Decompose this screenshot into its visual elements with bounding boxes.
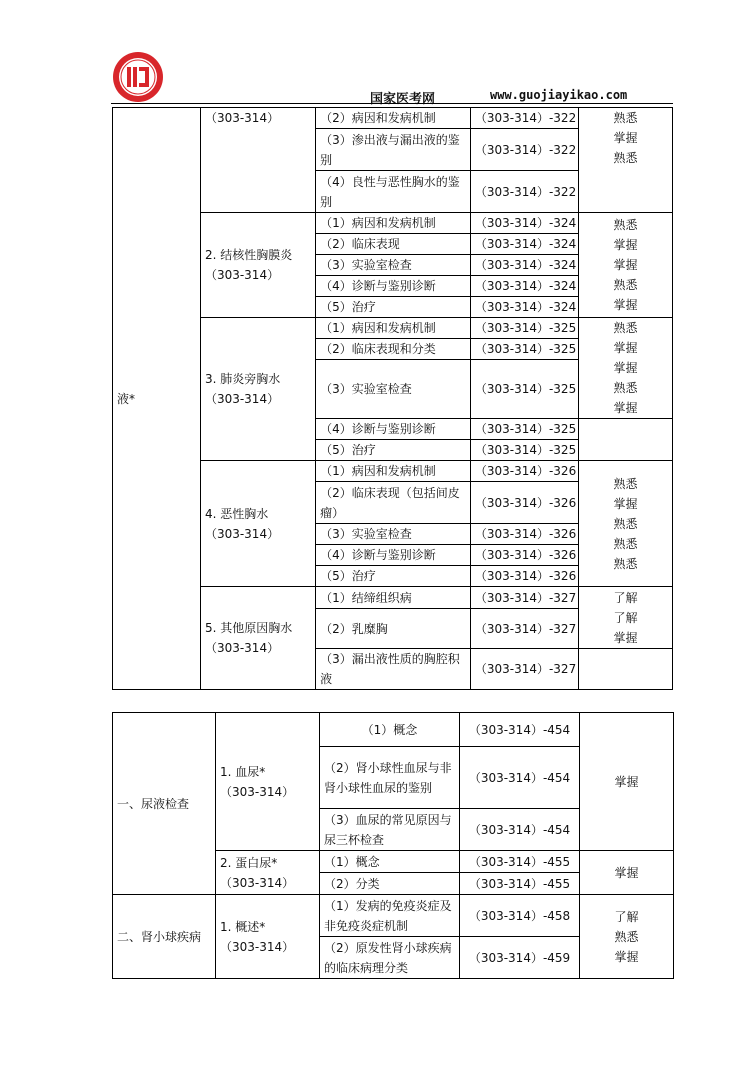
level-cell-empty (578, 649, 672, 690)
level-cell: 熟悉 掌握 熟悉 (578, 108, 672, 213)
level-cell: 了解 了解 掌握 (578, 587, 672, 649)
ref-cell: （303-314）-325 (470, 318, 578, 339)
item-cell: （4）良性与恶性胸水的鉴别 (316, 171, 471, 213)
level-cell: 熟悉 掌握 熟悉 熟悉 熟悉 (578, 461, 672, 587)
item-cell: （4）诊断与鉴别诊断 (316, 419, 471, 440)
ref-cell: （303-314）-455 (460, 851, 580, 873)
syllabus-table-1 (112, 107, 673, 690)
ref-cell: （303-314）-454 (460, 809, 580, 851)
syllabus-table-2 (112, 712, 674, 979)
item-cell: （2）原发性肾小球疾病的临床病理分类 (320, 937, 460, 979)
item-cell: （1）病因和发病机制 (316, 213, 471, 234)
topic-cell: 2. 结核性胸膜炎 （303-314） (200, 213, 315, 318)
item-cell: （4）诊断与鉴别诊断 (316, 276, 471, 297)
ref-cell: （303-314）-327 (470, 649, 578, 690)
ref-cell: （303-314）-322 (470, 129, 578, 171)
ref-cell: （303-314）-455 (460, 873, 580, 895)
topic-cell: 1. 血尿* （303-314） (216, 713, 320, 851)
site-url[interactable]: www.guojiayikao.com (490, 88, 628, 102)
ref-cell: （303-314）-325 (470, 419, 578, 440)
ref-cell: （303-314）-324 (470, 213, 578, 234)
item-cell: （2）乳糜胸 (316, 609, 471, 649)
item-cell: （5）治疗 (316, 297, 471, 318)
topic-cell: 2. 蛋白尿* （303-314） (216, 851, 320, 895)
item-cell: （3）漏出液性质的胸腔积液 (316, 649, 471, 690)
ref-cell: （303-314）-324 (470, 255, 578, 276)
item-cell: （3）实验室检查 (316, 524, 471, 545)
item-cell: （2）临床表现和分类 (316, 339, 471, 360)
ref-cell: （303-314）-322 (470, 171, 578, 213)
ref-cell: （303-314）-458 (460, 895, 580, 937)
item-cell: （5）治疗 (316, 566, 471, 587)
level-cell-empty (578, 419, 672, 461)
ref-cell: （303-314）-326 (470, 545, 578, 566)
item-cell: （2）临床表现 (316, 234, 471, 255)
ref-cell: （303-314）-322 (470, 108, 578, 129)
ref-cell: （303-314）-324 (470, 234, 578, 255)
level-cell: 掌握 (580, 713, 674, 851)
ref-cell: （303-314）-327 (470, 587, 578, 609)
topic-cell: 3. 肺炎旁胸水 （303-314） (200, 318, 315, 461)
item-cell: （4）诊断与鉴别诊断 (316, 545, 471, 566)
level-cell: 熟悉 掌握 掌握 熟悉 掌握 (578, 318, 672, 419)
level-cell: 掌握 (580, 851, 674, 895)
ref-cell: （303-314）-326 (470, 461, 578, 482)
ref-cell: （303-314）-454 (460, 747, 580, 809)
header-rule (111, 103, 673, 104)
ref-cell: （303-314）-327 (470, 609, 578, 649)
level-cell: 熟悉 掌握 掌握 熟悉 掌握 (578, 213, 672, 318)
item-cell: （1）病因和发病机制 (316, 318, 471, 339)
ref-cell: （303-314）-326 (470, 482, 578, 524)
item-cell: （3）血尿的常见原因与尿三杯检查 (320, 809, 460, 851)
item-cell: （2）临床表现（包括间皮瘤） (316, 482, 471, 524)
logo-emblem (111, 50, 165, 104)
ref-cell: （303-314）-324 (470, 276, 578, 297)
site-name: 国家医考网 (370, 92, 436, 107)
item-cell: （1）概念 (320, 851, 460, 873)
item-cell: （2）分类 (320, 873, 460, 895)
unit-cell: 液* (113, 108, 201, 690)
ref-cell: （303-314）-324 (470, 297, 578, 318)
topic-cell: （303-314） (200, 108, 315, 213)
item-cell: （3）实验室检查 (316, 360, 471, 419)
ref-cell: （303-314）-326 (470, 524, 578, 545)
unit-cell: 二、肾小球疾病 (113, 895, 216, 979)
item-cell: （2）肾小球性血尿与非肾小球性血尿的鉴别 (320, 747, 460, 809)
topic-cell: 4. 恶性胸水 （303-314） (200, 461, 315, 587)
item-cell: （3）实验室检查 (316, 255, 471, 276)
ref-cell: （303-314）-325 (470, 440, 578, 461)
ref-cell: （303-314）-326 (470, 566, 578, 587)
ref-cell: （303-314）-454 (460, 713, 580, 747)
item-cell: （5）治疗 (316, 440, 471, 461)
ref-cell: （303-314）-459 (460, 937, 580, 979)
level-cell: 了解 熟悉 掌握 (580, 895, 674, 979)
item-cell: （3）渗出液与漏出液的鉴别 (316, 129, 471, 171)
topic-cell: 1. 概述* （303-314） (216, 895, 320, 979)
ref-cell: （303-314）-325 (470, 360, 578, 419)
item-cell: （1）结缔组织病 (316, 587, 471, 609)
item-cell: （2）病因和发病机制 (316, 108, 471, 129)
item-cell: （1）病因和发病机制 (316, 461, 471, 482)
topic-cell: 5. 其他原因胸水 （303-314） (200, 587, 315, 690)
item-cell: （1）概念 (320, 713, 460, 747)
unit-cell: 一、尿液检查 (113, 713, 216, 895)
item-cell: （1）发病的免疫炎症及非免疫炎症机制 (320, 895, 460, 937)
ref-cell: （303-314）-325 (470, 339, 578, 360)
